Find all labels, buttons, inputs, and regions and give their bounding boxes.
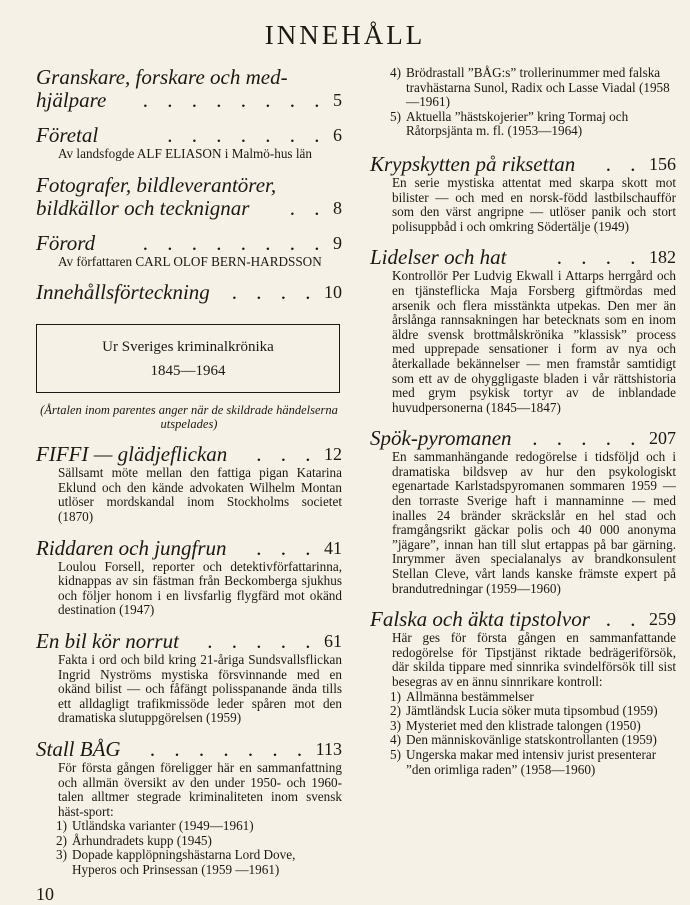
sublist-item [56, 819, 342, 834]
entry-title: En bil kör norrut [36, 628, 179, 653]
entry-title: Lidelser och hat [370, 245, 507, 270]
entry-page-number: 5 [333, 90, 342, 110]
toc-entry [36, 124, 342, 162]
sublist-number: 5) [390, 108, 401, 124]
numbered-sublist [390, 66, 676, 139]
entry-title: Förord [36, 230, 96, 255]
entry-page-number: 156 [649, 153, 676, 174]
sublist [56, 819, 342, 877]
sublist-number: 5) [390, 746, 401, 762]
sublist-number: 2) [390, 703, 401, 719]
sublist-item [56, 848, 342, 877]
left-column [36, 66, 342, 890]
entry-leader-dots: . . . . . . . [150, 736, 310, 761]
entry-description: Här ges för första gången en sammanfattande redogörelse för Tipstjänst riktade bedrägeriförsök, där skilda tippare med sinnrika svindelförsök till sist besegras av en ännu sinnrikare kontroll: [392, 630, 676, 689]
entry-leader-dots: . . . . . [207, 628, 318, 653]
toc-entry [370, 246, 676, 415]
toc-entry [36, 66, 342, 112]
page-title: INNEHÅLL [264, 20, 426, 50]
sublist-item [390, 748, 676, 777]
entry-page-number: 9 [333, 232, 342, 253]
entry-description: Fakta i ord och bild kring 21-åriga Sundsvallsflickan Ingrid Nyströms mystiska försvinnande med en okänd bilist — och fåfängt polisspanande ända tills ett alldagligt trafikmissöde leder spåren mot den dramatiska slutuppgörelsen (1959) [58, 651, 342, 726]
entry-description: Av författaren CARL OLOF BERN-HARDSSON [58, 253, 322, 269]
entry-title: Riddaren och jungfrun [36, 535, 227, 560]
sublist-text: Allmänna bestämmelser [406, 688, 534, 704]
entry-title: Krypskytten på riksettan [370, 151, 576, 176]
entry-page-number: 10 [324, 282, 342, 303]
entry-page-number: 6 [333, 125, 342, 145]
numbered-sublist [56, 819, 342, 877]
sublist-text: Århundradets kupp (1945) [72, 832, 212, 848]
sublist-text: Jämtländsk Lucia söker muta tipsombud (1959) [406, 703, 658, 719]
toc-entry [36, 281, 342, 304]
left-entries [36, 443, 342, 877]
sublist-text: Brödrastall ”BÅG:s” trollerinummer med falska travhästarna Sunol, Radix och Lasse Viadal (1958—1961) [406, 65, 670, 110]
entry-title: Innehållsförteckning [36, 280, 210, 305]
sublist-number: 1) [56, 818, 67, 834]
sublist-text: Dopade kapplöpningshästarna Lord Dove, Hyperos och Prinsessan (1959 —1961) [72, 847, 296, 878]
entry-title: Spök-pyromanen [370, 426, 512, 451]
entry-leader-dots: . . [606, 607, 643, 632]
toc-entry [36, 537, 342, 618]
entry-title: Fotografer, bildleverantörer, [36, 172, 277, 197]
page-number: 10 [36, 884, 54, 904]
entry-page-number: 207 [649, 428, 676, 449]
sublist-text: Utländska varianter (1949—1961) [72, 818, 254, 834]
sublist-item [390, 110, 676, 139]
entry-description: Loulou Forsell, reporter och detektivförfattarinna, kidnappas av sin fästman från Beckomberga sjukhus och följer honom i en livsfarlig flygfärd mot okänd destination (1947) [58, 558, 342, 618]
entry-page-number: 61 [324, 630, 342, 651]
sublist-item [390, 66, 676, 110]
toc-entry [370, 608, 676, 777]
entry-title-cont: bildkällor och tecknignar [36, 195, 250, 220]
entry-leader-dots: . . [290, 195, 327, 220]
entry-description: För första gången föreligger här en sammanfattning och allmän översikt av den under 1950- och 1960-talen alltmer stegrade kriminaliteten inom svensk häst-sport: [58, 759, 342, 819]
entry-head [36, 197, 342, 220]
entry-description: Kontrollör Per Ludvig Ekwall i Attarps herrgård och en tjänsteflicka Maja Forsberg giftmördas med arsenik och flera misstänkta utpekas. Den mer än årslånga rannsakningen har betecknats som en inom äldre svensk brottmålskrönika ”klassisk” process med upprepade sensationer i form av nya och återkallade bekännelser — men framstår samtidigt som ett av de ohyggligaste bladen i vår rättshistoria med grym psykisk tortyr av de inblandade huvudpersonerna (1845—1847) [392, 268, 676, 415]
sublist-number: 3) [390, 717, 401, 733]
section-box-title: Ur Sveriges kriminalkrönika [102, 339, 274, 356]
entry-leader-dots: . . . [256, 442, 318, 467]
sublist-item [56, 834, 342, 849]
toc-entry [370, 153, 676, 234]
entry-head [370, 608, 676, 631]
toc-entry [370, 427, 676, 596]
sublist-number: 4) [390, 732, 401, 748]
entry-head [36, 630, 342, 653]
entry-head [36, 89, 342, 112]
toc-entry [36, 630, 342, 726]
entry-title-cont: hjälpare [36, 88, 107, 112]
toc-entry [36, 738, 342, 878]
toc-entry [36, 443, 342, 524]
entry-head [36, 281, 342, 304]
entry-leader-dots: . . . . . [532, 426, 643, 451]
sublist-item [390, 704, 676, 719]
entry-page-number: 8 [333, 197, 342, 218]
entry-title-line [36, 66, 342, 89]
entry-title: Falska och äkta tipstolvor [370, 607, 590, 632]
entry-description: Sällsamt möte mellan den fattiga pigan Katarina Eklund och den kände advokaten Wilhelm Montan utlöser mordskandal inom Stockholms societet (1870) [58, 465, 342, 524]
entry-description: Av landsfogde ALF ELIASON i Malmö-hus län [58, 146, 312, 161]
entry-leader-dots: . . . . . . . . [143, 230, 327, 255]
toc-entry [36, 174, 342, 220]
sublist-number: 2) [56, 832, 67, 848]
numbered-sublist [390, 690, 676, 778]
sublist-text: Aktuella ”hästskojerier” kring Tormaj och Råtorpsjänta m. fl. (1953—1964) [406, 108, 629, 139]
entry-leader-dots: . . . [256, 535, 318, 560]
entry-description: En serie mystiska attentat med skarpa skott mot bilister — och med en norsk-född lastbilschaufför som den värst angripne — utlöser panik och stort polisuppbåd i och omkring Södertälje (1949) [392, 174, 676, 234]
sublist-text: Ungerska makar med intensiv jurist presenterar ”den orimliga raden” (1958—1960) [406, 746, 657, 777]
right-column [370, 66, 676, 789]
entry-leader-dots: . . . . [557, 245, 643, 270]
entry-head [36, 537, 342, 560]
entry-head [370, 427, 676, 450]
entry-head [370, 153, 676, 176]
entry-title-line [36, 174, 342, 197]
sublist-number: 3) [56, 847, 67, 863]
sublist-text: Den människovänlige statskontrollanten (1959) [406, 732, 657, 748]
section-box [36, 324, 340, 393]
sublist [390, 690, 676, 778]
entry-leader-dots: . . . . . . . [167, 123, 327, 147]
entry-title: Granskare, forskare och med- [36, 65, 288, 89]
sublist [390, 66, 676, 139]
entry-head [36, 124, 342, 147]
sublist-item [390, 690, 676, 705]
stall-continuation [370, 66, 676, 139]
right-entries [370, 153, 676, 777]
entry-title: FIFFI — glädjeflickan [36, 442, 228, 467]
sublist-number: 1) [390, 688, 401, 704]
entry-head [36, 443, 342, 466]
entry-page-number: 259 [649, 609, 676, 630]
entry-title: Företal [36, 123, 99, 147]
entry-page-number: 12 [324, 444, 342, 465]
toc-entry [36, 232, 342, 270]
section-box-years: 1845—1964 [150, 363, 226, 380]
sublist-number: 4) [390, 65, 401, 80]
entry-page-number: 41 [324, 537, 342, 558]
entry-leader-dots: . . . . . . . . [143, 88, 327, 112]
entry-page-number: 182 [649, 247, 676, 268]
entry-head [36, 738, 342, 761]
entry-title: Stall BÅG [36, 736, 121, 761]
years-note: (Årtalen inom parentes anger när de skildrade händelserna utspelades) [40, 403, 338, 432]
sublist-text: Mysteriet med den klistrade talongen (1950) [406, 717, 641, 733]
sublist-item [390, 733, 676, 748]
front-matter-list [36, 66, 342, 304]
entry-description: En sammanhängande redogörelse i tidsföljd och i dramatiska bildsvep av hur den psykologiskt egenartade Karlstadspyromanen sommaren 1959 — den torraste Sverige haft i mannaminne — med inalles 24 bränder skräckslår en hel stad och framgångsrikt gäckar polis och 40 000 anonyma ”jägare”, innan han till slut ertappas på bar gärning. Inrymmer även specialanalys av brandkonsulent Stellan Cleve, vårt lands kanske främste expert på brandutredningar (1959—1960) [392, 449, 676, 596]
entry-leader-dots: . . . . [232, 280, 318, 305]
entry-head [36, 232, 342, 255]
entry-leader-dots: . . [606, 151, 643, 176]
sublist-item [390, 719, 676, 734]
entry-head [370, 246, 676, 269]
entry-page-number: 113 [315, 738, 342, 759]
